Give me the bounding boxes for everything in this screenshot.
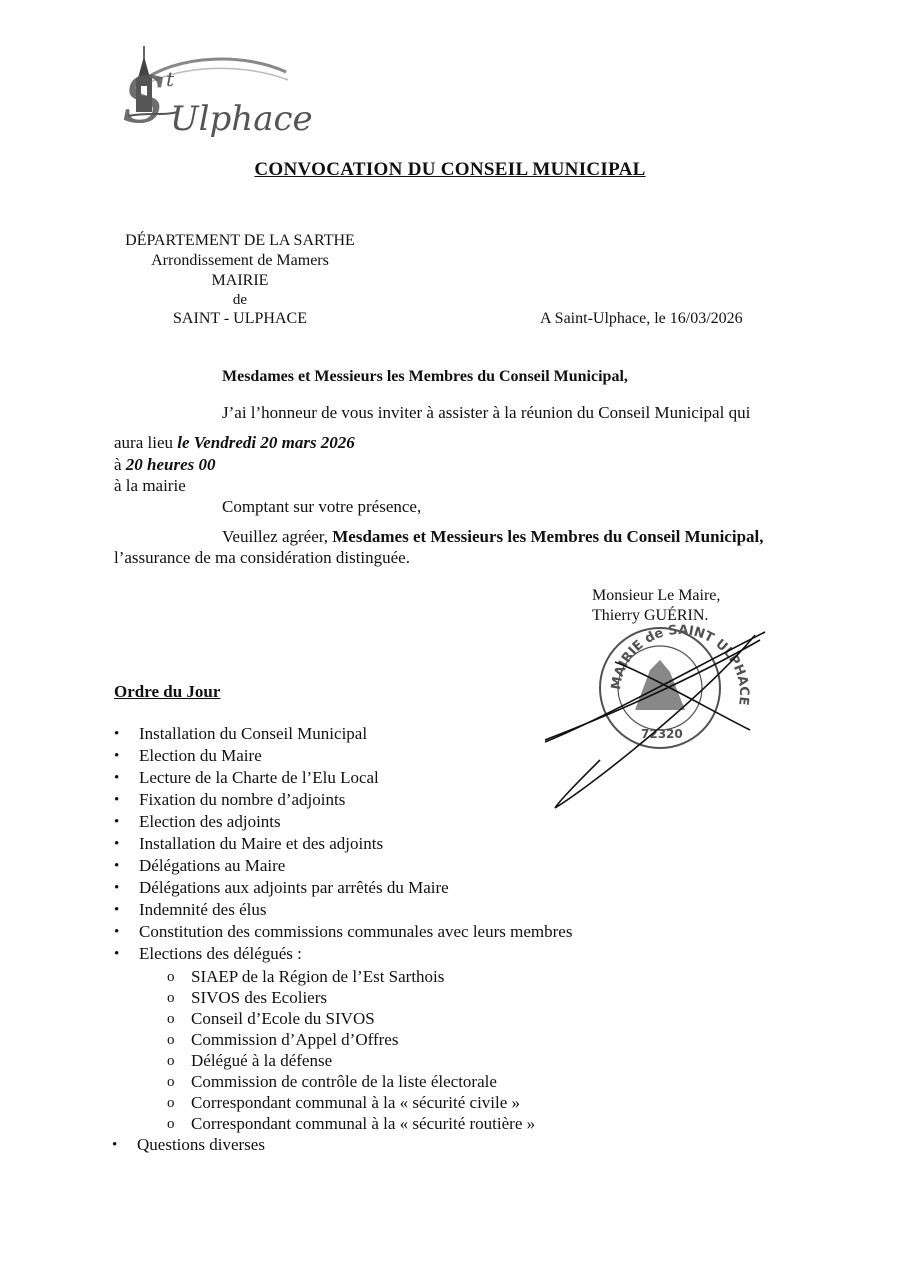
bullet-icon: •: [114, 770, 120, 786]
agenda-item: • Election des adjoints: [114, 812, 281, 831]
agenda-item: • Fixation du nombre d’adjoints: [114, 790, 346, 809]
closing-line: [222, 526, 764, 548]
intro-line: J’ai l’honneur de vous inviter à assister à la réunion du Conseil Municipal qui: [222, 403, 751, 422]
time-prefix: à: [114, 455, 126, 474]
circle-bullet-icon: o: [167, 1074, 175, 1090]
agenda-last-list: [112, 1134, 537, 1156]
mairie-line: MAIRIE: [211, 272, 269, 289]
bullet-icon: •: [114, 792, 120, 808]
delegate-item: o Commission de contrôle de la liste électorale: [167, 1072, 497, 1091]
agenda-item: • Délégations au Maire: [114, 856, 286, 875]
bullet-icon: •: [114, 902, 120, 918]
svg-text:72320: 72320: [641, 727, 683, 741]
meeting-date-line: [114, 432, 355, 454]
agenda-item: • Lecture de la Charte de l’Elu Local: [114, 768, 379, 787]
agenda-heading: Ordre du Jour: [114, 682, 221, 701]
agenda-item: • Elections des délégués :: [114, 944, 302, 963]
salutation: Mesdames et Messieurs les Membres du Conseil Municipal,: [222, 368, 628, 385]
bullet-icon: •: [114, 836, 120, 852]
delegate-item: o Commission d’Appel d’Offres: [167, 1030, 399, 1049]
agenda-item: • Installation du Maire et des adjoints: [114, 834, 384, 853]
circle-bullet-icon: o: [167, 969, 175, 985]
closing-end: l’assurance de ma considération distinguée.: [114, 548, 410, 567]
place-date: A Saint-Ulphace, le 16/03/2026: [540, 310, 743, 327]
agenda-item: • Questions diverses: [112, 1135, 265, 1154]
de-line: de: [232, 292, 248, 308]
svg-text:t: t: [166, 67, 175, 91]
delegate-item: o SIVOS des Ecoliers: [167, 988, 327, 1007]
bullet-icon: •: [114, 946, 120, 962]
circle-bullet-icon: o: [167, 1011, 175, 1027]
commune-line: SAINT - ULPHACE: [173, 310, 307, 327]
meeting-time-line: [114, 454, 216, 476]
agenda-item: • Indemnité des élus: [114, 900, 267, 919]
mayor-name: Thierry GUÉRIN.: [592, 607, 709, 624]
delegate-item: o Correspondant communal à la « sécurité civile »: [167, 1093, 521, 1112]
date-prefix: aura lieu: [114, 433, 178, 452]
bullet-icon: •: [114, 880, 120, 896]
circle-bullet-icon: o: [167, 1095, 175, 1111]
svg-text:Ulphace: Ulphace: [170, 99, 313, 139]
svg-text:S: S: [122, 64, 166, 138]
closing-prefix: Veuillez agréer,: [222, 527, 333, 546]
bullet-icon: •: [114, 748, 120, 764]
saint-ulphace-logo: [118, 42, 313, 139]
delegate-item: o SIAEP de la Région de l’Est Sarthois: [167, 967, 445, 986]
circle-bullet-icon: o: [167, 1116, 175, 1132]
meeting-time: 20 heures 00: [125, 455, 216, 474]
circle-bullet-icon: o: [167, 1032, 175, 1048]
agenda-item: • Délégations aux adjoints par arrêtés du Maire: [114, 878, 449, 897]
arrondissement-line: Arrondissement de Mamers: [151, 252, 329, 269]
bullet-icon: •: [114, 726, 120, 742]
counting-line: Comptant sur votre présence,: [222, 497, 422, 516]
delegates-sublist: [167, 966, 691, 1134]
svg-text:MAIRIE de SAINT ULPHACE: MAIRIE de SAINT ULPHACE: [608, 622, 752, 707]
closing-bold: Mesdames et Messieurs les Membres du Conseil Municipal,: [332, 527, 764, 546]
bullet-icon: •: [114, 858, 120, 874]
agenda-list: [114, 723, 699, 965]
document-title: CONVOCATION DU CONSEIL MUNICIPAL: [254, 159, 646, 180]
delegate-item: o Correspondant communal à la « sécurité routière »: [167, 1114, 536, 1133]
agenda-item: • Installation du Conseil Municipal: [114, 724, 368, 743]
bullet-icon: •: [112, 1137, 118, 1153]
meeting-place: à la mairie: [114, 476, 186, 495]
bullet-icon: •: [114, 924, 120, 940]
department-line: DÉPARTEMENT DE LA SARTHE: [125, 232, 355, 249]
delegate-item: o Conseil d’Ecole du SIVOS: [167, 1009, 375, 1028]
meeting-date: le Vendredi 20 mars 2026: [177, 433, 355, 452]
agenda-item: • Election du Maire: [114, 746, 262, 765]
mayor-role: Monsieur Le Maire,: [592, 587, 721, 604]
delegate-item: o Délégué à la défense: [167, 1051, 333, 1070]
bullet-icon: •: [114, 814, 120, 830]
circle-bullet-icon: o: [167, 990, 175, 1006]
circle-bullet-icon: o: [167, 1053, 175, 1069]
agenda-item: • Constitution des commissions communales avec leurs membres: [114, 922, 573, 941]
